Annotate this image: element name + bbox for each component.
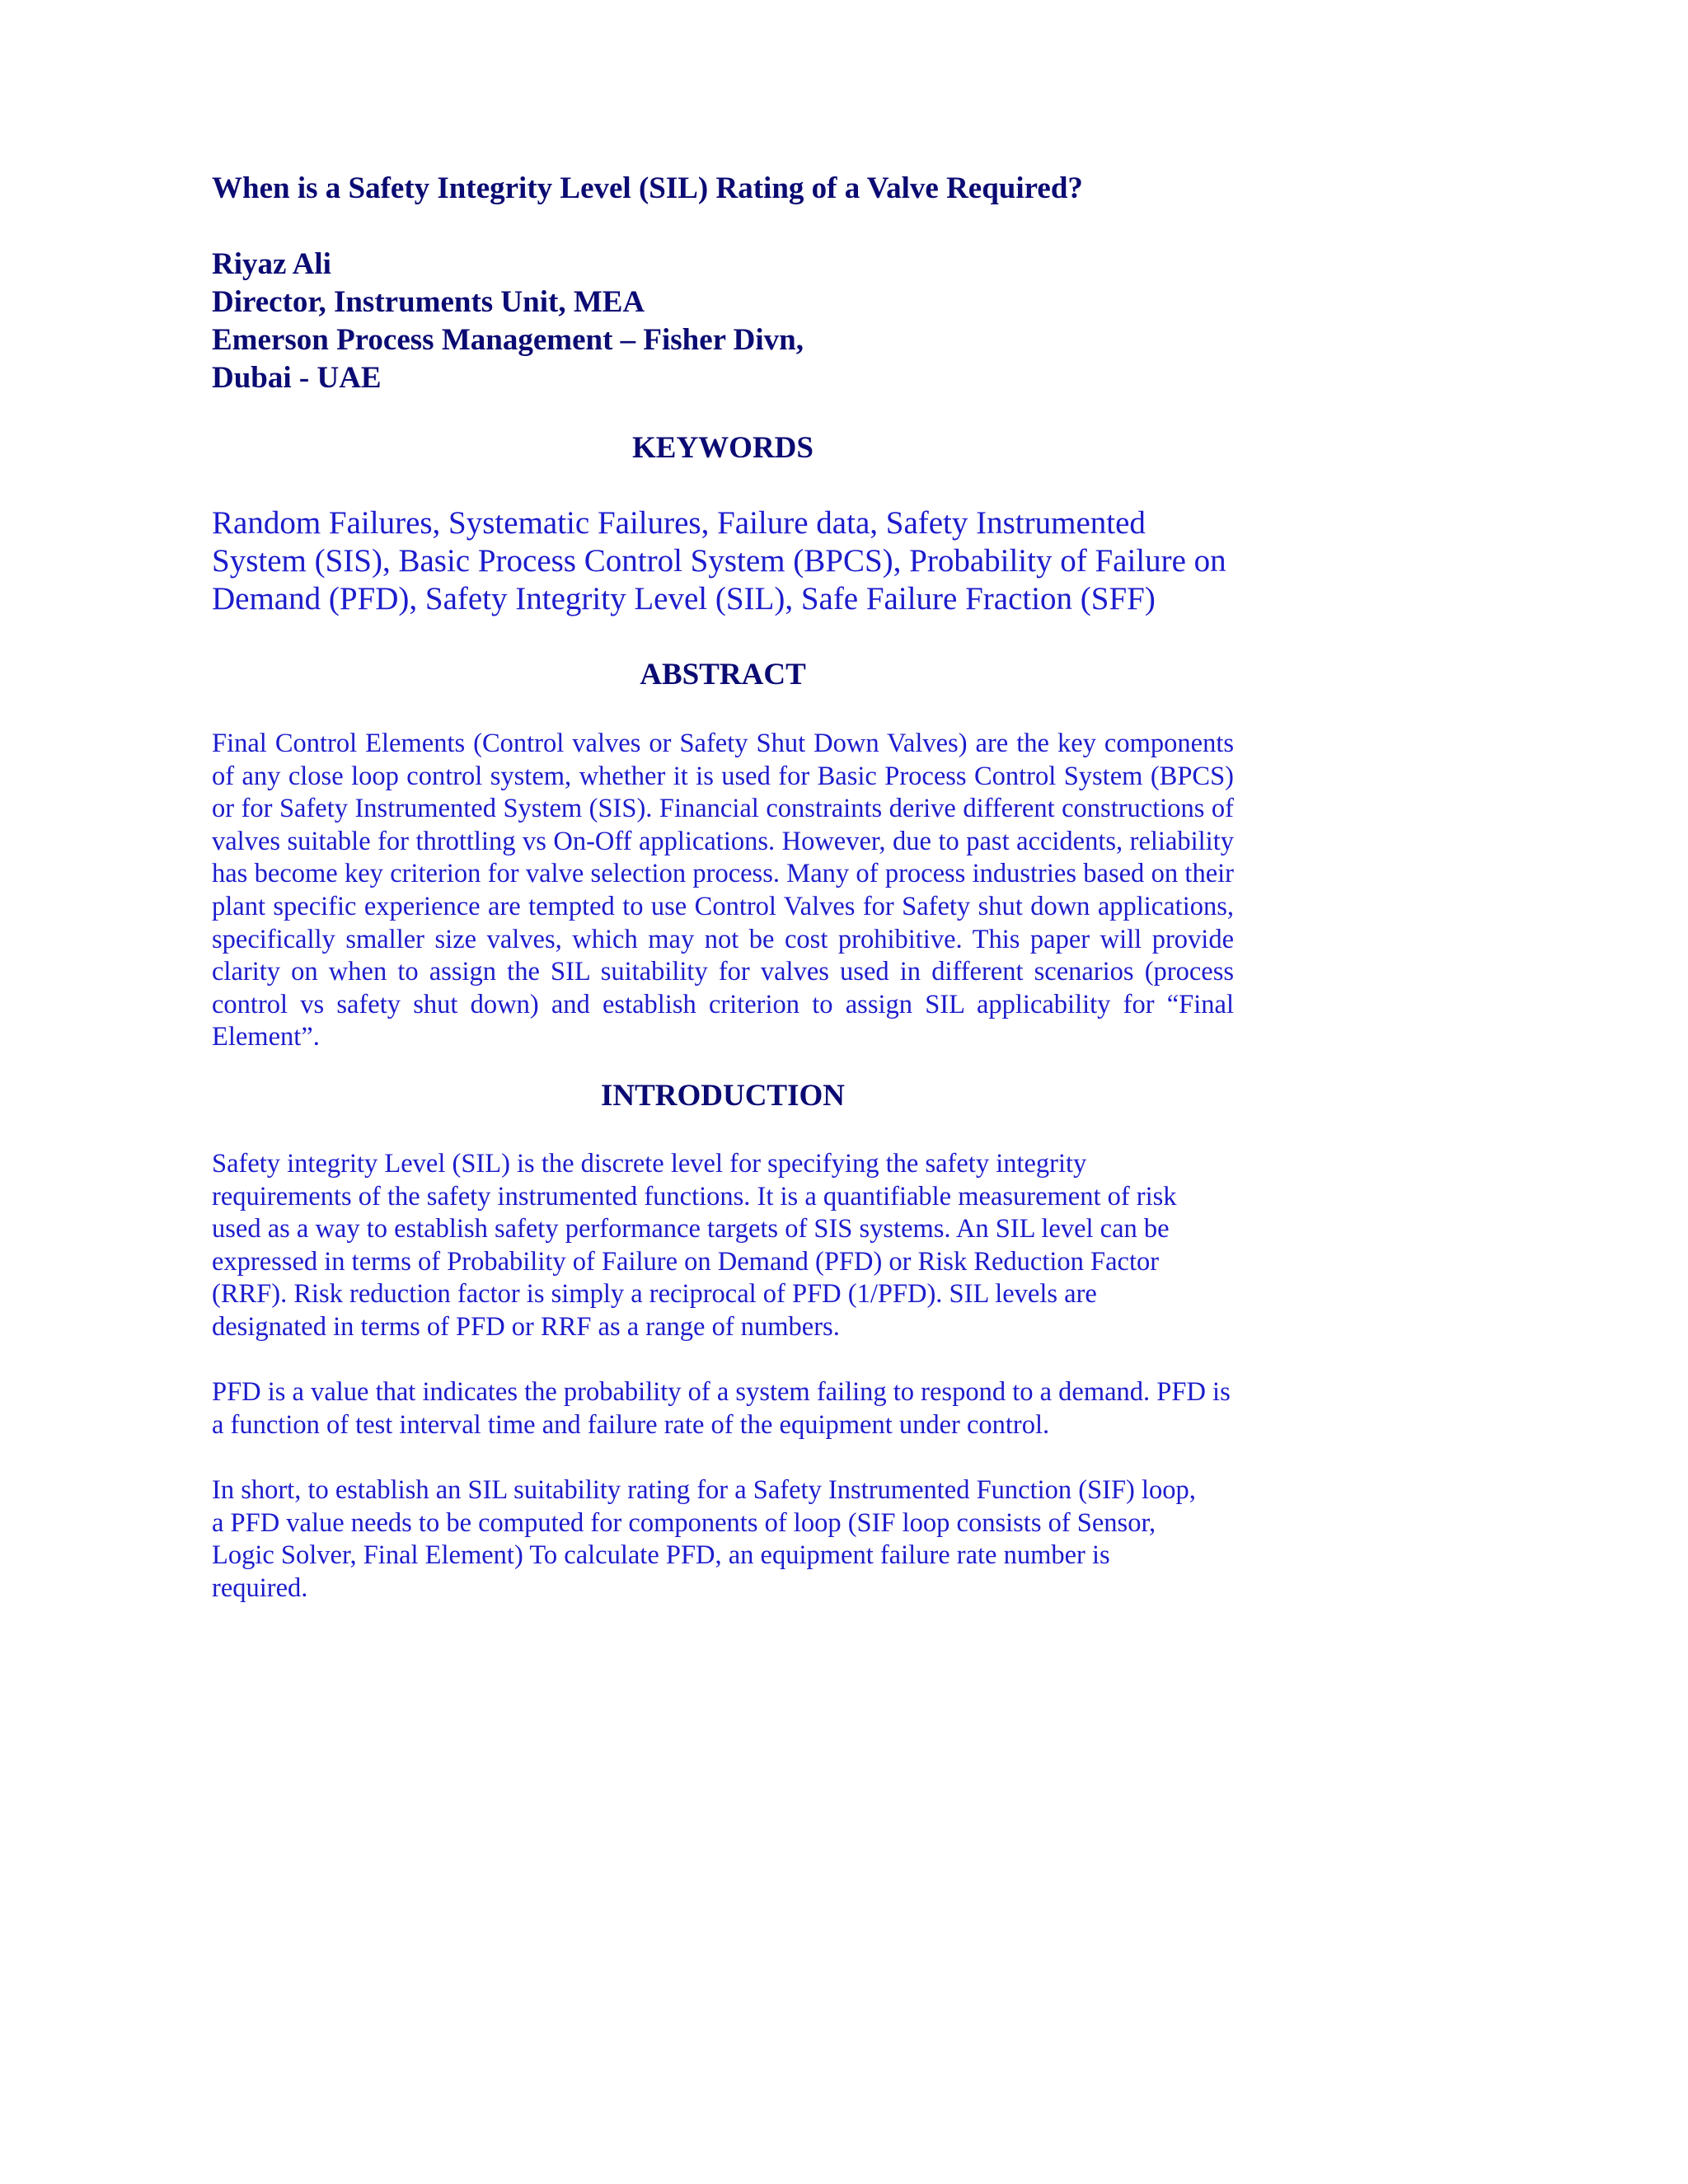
author-name: Riyaz Ali [212, 247, 331, 281]
paper-title: When is a Safety Integrity Level (SIL) Rating of a Valve Required? [212, 171, 1083, 205]
author-block [212, 246, 1234, 397]
author-organization: Emerson Process Management – Fisher Divn, [212, 323, 804, 357]
introduction-heading: INTRODUCTION [600, 1079, 846, 1113]
introduction-paragraph: PFD is a value that indicates the probability of a system failing to respond to a demand. PFD is a function of test interval time and failure rate of the equipment under control. [212, 1377, 1231, 1440]
abstract-text: Final Control Elements (Control valves or Safety Shut Down Valves) are the key components of any close loop control system, whether it is used for Basic Process Control System (BPCS) or for Safety Instrumented System (SIS). Financial constraints derive different constructions of valves suitable for throttling vs On-Off applications. However, due to past accidents, reliability has become key criterion for valve selection process. Many of process industries based on their plant specific experience are tempted to use Control Valves for Safety shut down applications, specifically smaller size valves, which may not be cost prohibitive. This paper will provide clarity on when to assign the SIL suitability for valves used in different scenarios (process control vs safety shut down) and establish criterion to assign SIL applicability for “Final Element”. [212, 729, 1234, 1052]
keywords-heading: KEYWORDS [632, 431, 814, 465]
author-position: Director, Instruments Unit, MEA [212, 285, 645, 319]
introduction-paragraph: In short, to establish an SIL suitability rating for a Safety Instrumented Function (SIF) loop, a PFD value needs to be computed for components of loop (SIF loop consists of Sensor, Logic Solver, Final Element) To calculate PFD, an equipment failure rate number is required. [212, 1475, 1196, 1603]
keywords-text: Random Failures, Systematic Failures, Failure data, Safety Instrumented System (SIS), Basic Process Control System (BPCS), Probability of Failure on Demand (PFD), Safety Integrity Level (SIL), Safe Failure Fraction (SFF) [212, 505, 1226, 616]
abstract-heading: ABSTRACT [640, 658, 806, 691]
introduction-paragraph: Safety integrity Level (SIL) is the discrete level for specifying the safety integrity requirements of the safety instrumented functions. It is a quantifiable measurement of risk used as a way to establish safety performance targets of SIS systems. An SIL level can be expressed in terms of Probability of Failure on Demand (PFD) or Risk Reduction Factor (RRF). Risk reduction factor is simply a reciprocal of PFD (1/PFD). SIL levels are designated in terms of PFD or RRF as a range of numbers. [212, 1149, 1177, 1342]
author-location: Dubai - UAE [212, 361, 382, 395]
